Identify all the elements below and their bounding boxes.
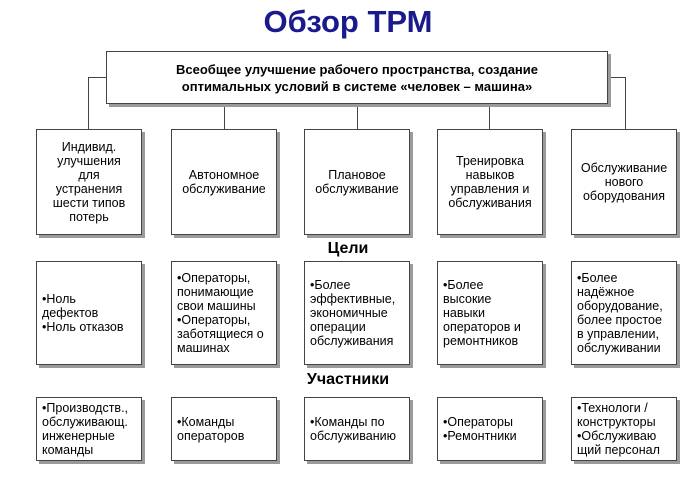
goal-line: •Операторы, [177,271,251,285]
goal-line: •Операторы, [177,313,251,327]
goal-line: понимающие [177,285,254,299]
participant-line: обслуживающ. [42,415,128,429]
goals-section-label: Цели [327,240,369,257]
participant-line: •Ремонтники [443,429,517,443]
participant-box-2 [171,397,277,461]
participant-line: •Технологи / [577,401,648,415]
pillar-line: устранения [55,182,123,196]
pillar-line: Обслуживание [580,161,668,175]
goal-line: ремонтников [443,334,519,348]
participant-line: обслуживанию [310,429,396,443]
pillar-line: нового [604,175,644,189]
goal-line: операторов и [443,320,521,334]
connector-left-drop [88,77,89,129]
participant-line: инженерные [42,429,115,443]
goal-line: •Более [443,278,484,292]
goal-line: •Более [577,271,618,285]
connector-top-right [608,77,626,78]
connector-pillar-2 [224,104,225,129]
pillar-training [437,129,543,235]
goal-line: операции [310,320,366,334]
goal-line: в управлении, [577,327,659,341]
pillar-line: обслуживание [182,182,266,196]
overall-goal-box [106,51,608,104]
connector-pillar-3 [357,104,358,129]
pillar-individual-improvement [36,129,142,235]
goal-box-4 [437,261,543,365]
goal-line: •Ноль [42,292,76,306]
goal-line: экономичные [310,306,388,320]
pillar-line: Тренировка [456,154,524,168]
pillar-line: шести типов [52,196,126,210]
pillar-planned-maintenance [304,129,410,235]
pillar-line: обслуживания [448,196,532,210]
participant-line: •Команды по [310,415,385,429]
goal-line: машинах [177,341,230,355]
participants-section-label: Участники [306,371,390,388]
goal-line: более простое [577,313,662,327]
pillar-line: улучшения [57,154,121,168]
pillar-line: Плановое [328,168,386,182]
goal-line: оборудование, [577,299,663,313]
participant-line: операторов [177,429,245,443]
goal-line: высокие [443,292,492,306]
goal-line: •Ноль отказов [42,320,124,334]
pillar-line: Автономное [188,168,260,182]
goal-line: обслуживания [310,334,394,348]
goal-box-1 [36,261,142,365]
goal-line: эффективные, [310,292,396,306]
participant-line: •Операторы [443,415,513,429]
goal-line: надёжное [577,285,635,299]
overall-goal-line-2: оптимальных условий в системе «человек – машина» [181,78,533,94]
participant-line: щий персонал [577,443,660,457]
goal-line: навыки [443,306,485,320]
goal-box-5 [571,261,677,365]
pillar-line: навыков [465,168,515,182]
participant-box-5 [571,397,677,461]
participant-box-1 [36,397,142,461]
goal-box-2 [171,261,277,365]
pillar-autonomous-maintenance [171,129,277,235]
pillar-line: для [78,168,100,182]
pillar-new-equipment [571,129,677,235]
participant-line: •Команды [177,415,235,429]
connector-right-drop [625,77,626,129]
participant-line: •Обслуживаю [577,429,657,443]
goal-line: заботящиеся о [177,327,264,341]
participant-line: команды [42,443,94,457]
pillar-line: оборудования [582,189,666,203]
participant-line: •Производств., [42,401,129,415]
goal-line: дефектов [42,306,99,320]
connector-top-left [88,77,106,78]
goal-line: обслуживании [577,341,661,355]
pillar-line: обслуживание [315,182,399,196]
goal-box-3 [304,261,410,365]
connector-pillar-4 [489,104,490,129]
participant-box-3 [304,397,410,461]
participant-line: конструкторы [577,415,656,429]
goal-line: •Более [310,278,351,292]
goal-line: свои машины [177,299,256,313]
pillar-line: потерь [69,210,109,224]
diagram-title: Обзор ТРМ [263,4,433,39]
overall-goal-line-1: Всеобщее улучшение рабочего пространства, создание [176,61,538,77]
participant-box-4 [437,397,543,461]
pillar-line: управления и [450,182,530,196]
pillar-line: Индивид. [61,140,117,154]
